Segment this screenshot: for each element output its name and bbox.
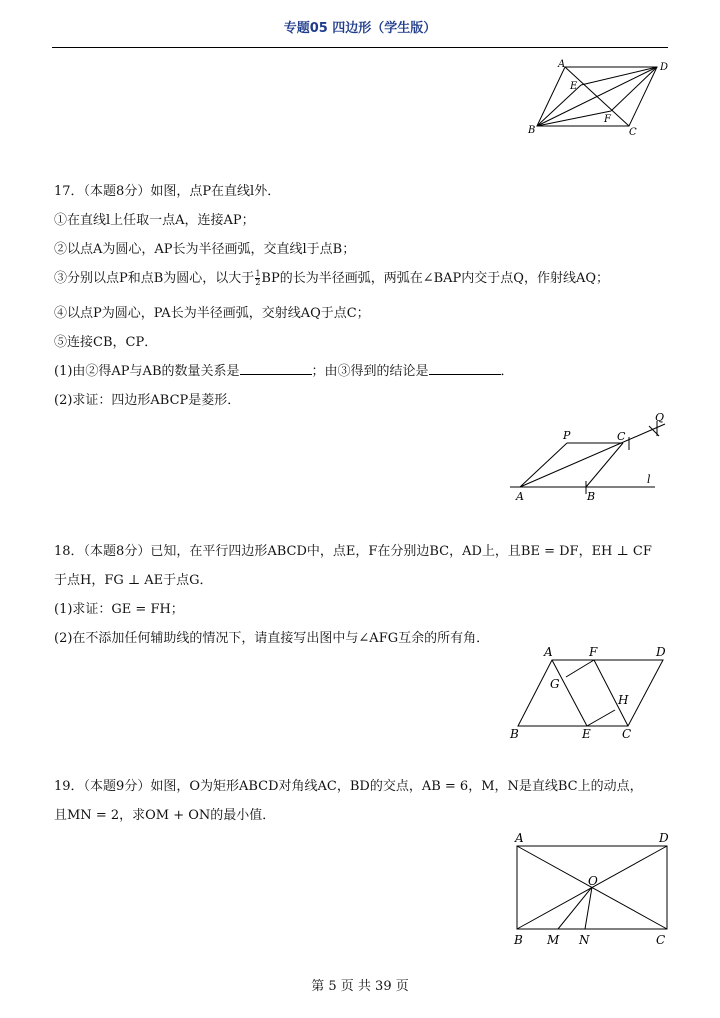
q16-label-c: C — [629, 127, 637, 138]
fraction-one-half — [255, 270, 260, 287]
q16-label-d: D — [660, 62, 669, 73]
q17-part-1-end: ． — [500, 364, 514, 379]
q17-label-l: l — [647, 473, 651, 486]
q18-label-b: B — [510, 727, 519, 741]
q18-segment-fg — [566, 660, 594, 677]
q18-label-h: H — [618, 693, 629, 707]
q17-part-1-mid: ；由③得到的结论是 — [311, 364, 429, 379]
q17-line-4 — [54, 267, 609, 287]
q19-line-1: 19．（本题9分）如图，O为矩形ABCD对角线AC，BD的交点，AB = 6，M，N是直线BC上的动点， — [54, 779, 643, 794]
answer-blank-2 — [429, 362, 501, 375]
q19-segment-om — [558, 887, 592, 929]
q19-label-o: O — [588, 874, 598, 888]
q18-segment-eh — [587, 710, 615, 726]
q17-label-b: B — [587, 490, 596, 502]
header-divider — [52, 47, 668, 48]
q18-segment-ae — [552, 660, 587, 726]
q17-label-p: P — [563, 429, 571, 442]
q17-line-1: 17．（本题8分）如图，点P在直线l外． — [54, 184, 281, 199]
q19-label-n: N — [579, 933, 590, 947]
q19-label-m: M — [547, 933, 560, 947]
q16-label-e: E — [570, 81, 578, 92]
page-footer: 第 5 页 共 39 页 — [311, 979, 409, 994]
q17-line-4-part-a: ③分别以点P和点B为圆心，以大于 — [54, 271, 255, 286]
q17-segment-ap — [520, 443, 567, 487]
q18-line-1: 18．（本题8分）已知，在平行四边形ABCD中，点E，F在分别边BC，AD上，且BE = DF，EH ⊥ CF — [54, 544, 652, 559]
q17-line-6: ⑤连接CB，CP． — [54, 335, 158, 350]
q16-label-b: B — [528, 125, 536, 136]
answer-blank-1 — [240, 362, 312, 375]
figure-q19 — [505, 828, 675, 953]
q18-label-f: F — [589, 645, 598, 659]
q16-label-f: F — [604, 114, 611, 125]
q19-segment-on — [585, 887, 592, 929]
q17-ray-aq — [520, 424, 665, 487]
q17-segment-bc — [586, 443, 623, 487]
figure-q16 — [525, 58, 675, 140]
q19-label-c: C — [656, 933, 666, 947]
q19-label-b: B — [514, 933, 523, 947]
q16-segment-bf — [537, 111, 611, 126]
q17-line-4-part-b: BP的长为半径画弧，两弧在∠BAP内交于点Q，作射线AQ； — [261, 271, 609, 286]
q18-label-g: G — [550, 677, 560, 691]
q16-label-a: A — [558, 59, 566, 70]
q17-label-q: Q — [655, 411, 665, 424]
q16-segment-fd — [611, 67, 657, 111]
q18-line-3: (1)求证：GE = FH； — [54, 602, 184, 617]
q18-label-d: D — [656, 645, 666, 659]
page-header-title: 专题05 四边形（学生版） — [283, 21, 437, 36]
q17-label-a: A — [516, 490, 524, 502]
q18-parallelogram — [518, 660, 663, 726]
q19-label-a: A — [515, 831, 524, 845]
q17-part-1-text: (1)由②得AP与AB的数量关系是 — [54, 364, 240, 379]
figure-q18 — [500, 640, 680, 742]
q18-line-2: 于点H，FG ⊥ AE于点G． — [54, 573, 213, 588]
fraction-numerator: 1 — [255, 269, 261, 278]
q18-label-c: C — [622, 727, 632, 741]
q18-label-e: E — [582, 727, 591, 741]
q18-line-4: (2)在不添加任何辅助线的情况下，请直接写出图中与∠AFG互余的所有角． — [54, 631, 490, 646]
q17-line-5: ④以点P为圆心，PA长为半径画弧，交射线AQ于点C； — [54, 306, 370, 321]
fraction-denominator: 2 — [255, 278, 261, 287]
q17-line-3: ②以点A为圆心，AP长为半径画弧，交直线l于点B； — [54, 242, 356, 257]
q17-line-7 — [54, 360, 514, 379]
q19-line-2: 且MN = 2，求OM + ON的最小值． — [54, 808, 276, 823]
q19-label-d: D — [659, 831, 669, 845]
q16-segment-ed — [581, 67, 657, 85]
q17-line-2: ①在直线l上任取一点A，连接AP； — [54, 213, 255, 228]
figure-q17 — [505, 410, 675, 502]
q17-label-c: C — [617, 430, 626, 443]
q17-line-8: (2)求证：四边形ABCP是菱形． — [54, 393, 241, 408]
q18-label-a: A — [544, 645, 553, 659]
